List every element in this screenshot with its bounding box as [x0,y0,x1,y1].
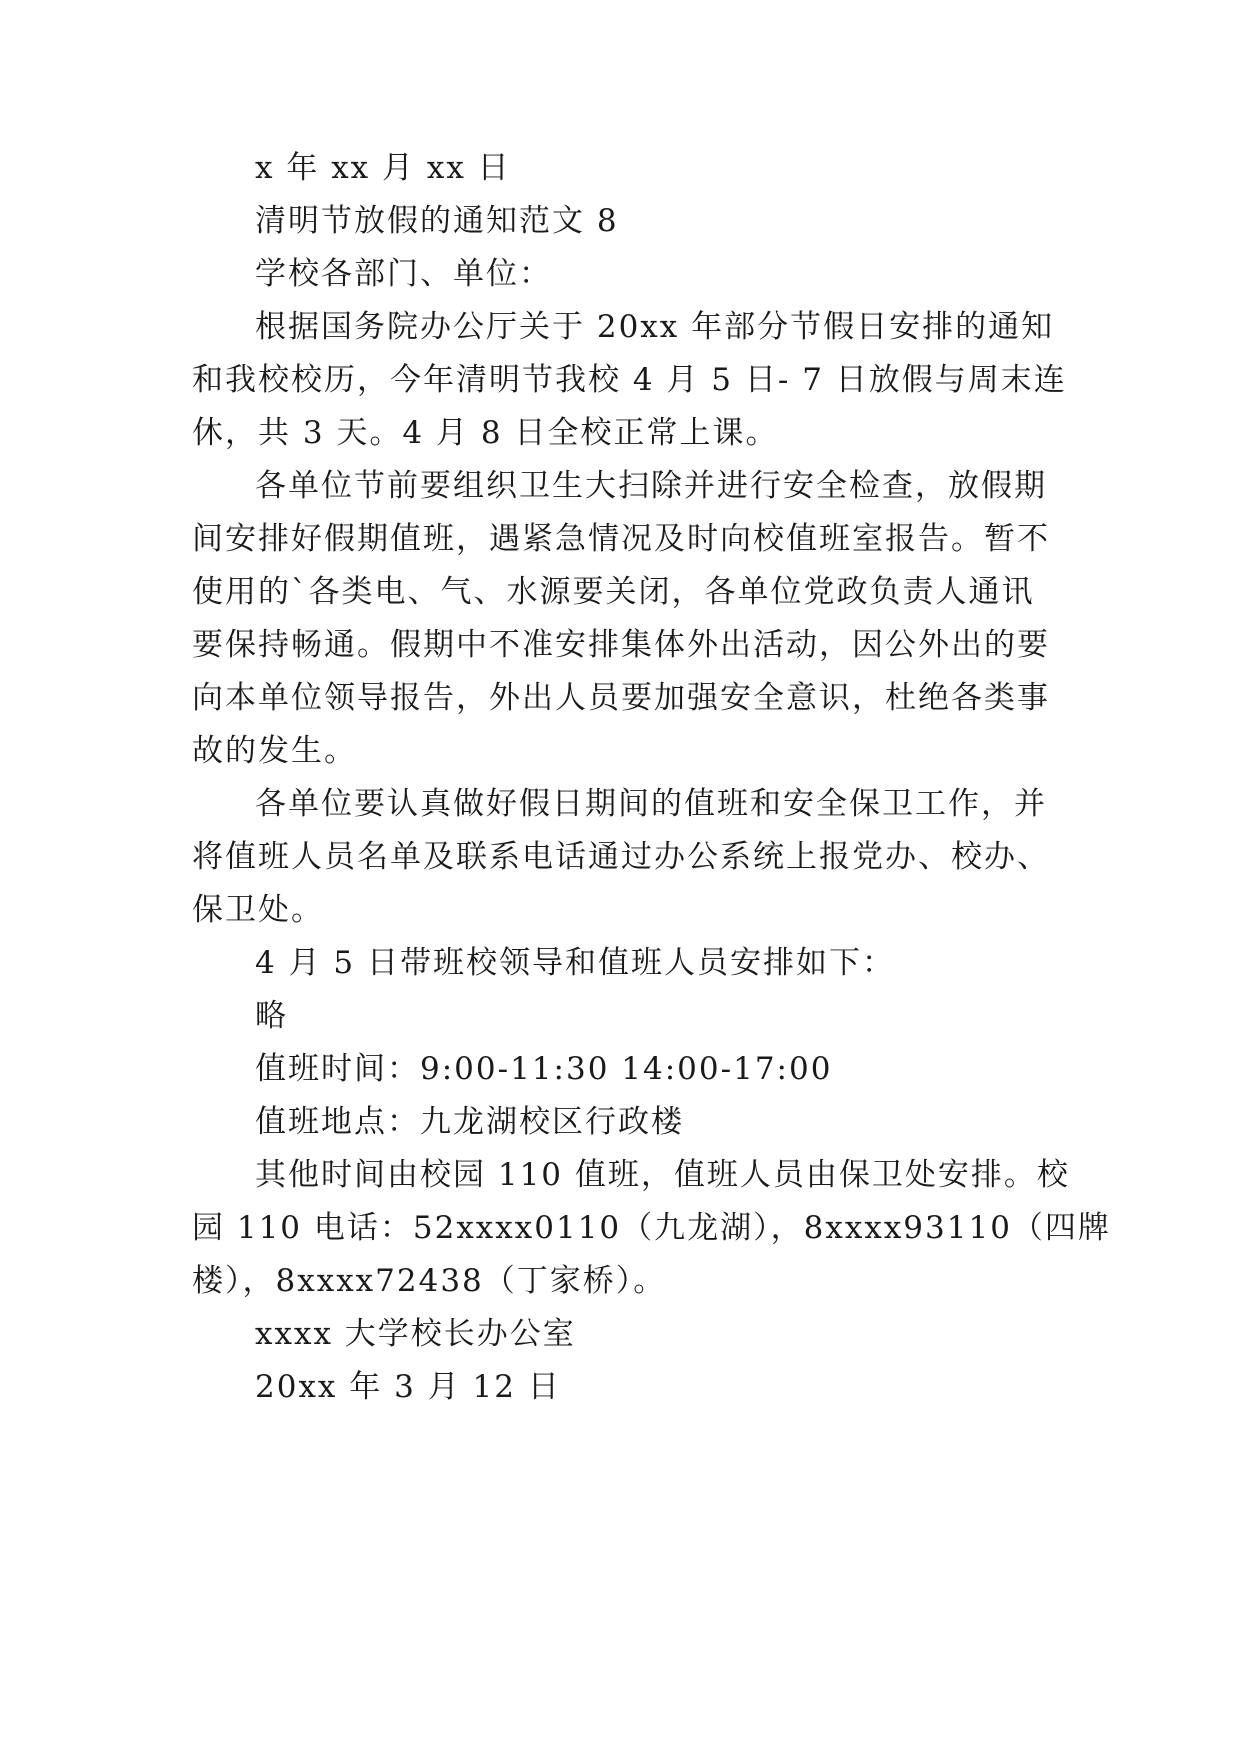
paragraph-line: 故的发生。 [192,733,357,769]
duty-time: 值班时间：9:00-11:30 14:00-17:00 [255,1051,833,1087]
paragraph-line: 间安排好假期值班，遇紧急情况及时向校值班室报告。暂不 [192,521,1050,557]
paragraph-line: 保卫处。 [192,892,324,928]
salutation: 学校各部门、单位： [255,256,552,292]
date-line: x 年 xx 月 xx 日 [255,150,511,186]
paragraph-line: 楼），8xxxx72438（丁家桥）。 [192,1263,667,1299]
issue-date: 20xx 年 3 月 12 日 [255,1369,561,1405]
issuer-office: xxxx 大学校长办公室 [255,1316,576,1352]
paragraph-line: 要保持畅通。假期中不准安排集体外出活动，因公外出的要 [192,627,1050,663]
paragraph-line: 园 110 电话：52xxxx0110（九龙湖），8xxxx93110（四牌 [192,1210,1111,1246]
paragraph-line: 将值班人员名单及联系电话通过办公系统上报党办、校办、 [192,839,1050,875]
paragraph-line: 和我校校历，今年清明节我校 4 月 5 日- 7 日放假与周末连 [192,362,1067,398]
duty-location: 值班地点：九龙湖校区行政楼 [255,1104,684,1140]
paragraph-line: 根据国务院办公厅关于 20xx 年部分节假日安排的通知 [255,309,1055,345]
paragraph-line: 各单位要认真做好假日期间的值班和安全保卫工作，并 [255,786,1047,822]
notice-title: 清明节放假的通知范文 8 [255,203,619,239]
paragraph-line: 向本单位领导报告，外出人员要加强安全意识，杜绝各类事 [192,680,1050,716]
paragraph-line: 其他时间由校园 110 值班，值班人员由保卫处安排。校 [255,1157,1070,1193]
paragraph-line: 使用的`各类电、气、水源要关闭，各单位党政负责人通讯 [192,574,1035,610]
schedule-omitted: 略 [255,998,288,1034]
paragraph-line: 休，共 3 天。4 月 8 日全校正常上课。 [192,415,779,451]
paragraph-line: 各单位节前要组织卫生大扫除并进行安全检查，放假期 [255,468,1047,504]
schedule-heading: 4 月 5 日带班校领导和值班人员安排如下： [255,945,896,981]
